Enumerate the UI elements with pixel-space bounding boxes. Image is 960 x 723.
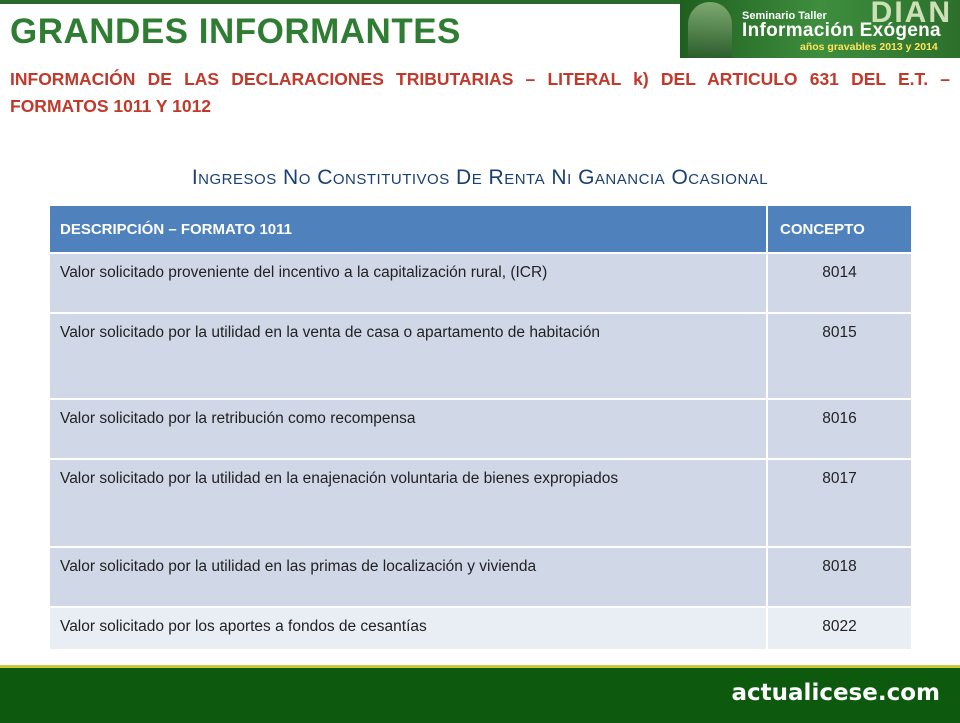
header-description: DESCRIPCIÓN – FORMATO 1011 [50,206,767,253]
row-description: Valor solicitado por la utilidad en la enajenación voluntaria de bienes expropiados [50,459,767,547]
table-row [50,459,911,547]
table-row [50,313,911,399]
table-header-row [50,206,911,253]
section-title: Ingresos No Constitutivos De Renta Ni Ganancia Ocasional [191,166,769,189]
banner-seminar-label: Seminario Taller [742,10,827,22]
banner-event-title: Información Exógena [742,20,941,41]
row-description: Valor solicitado por la utilidad en la venta de casa o apartamento de habitación [50,313,767,399]
row-code: 8015 [767,313,911,399]
header-concept: CONCEPTO [767,206,911,253]
row-description: Valor solicitado por los aportes a fondos de cesantías [50,607,767,649]
row-code: 8016 [767,399,911,459]
banner-photo [688,2,732,58]
table-row [50,399,911,459]
row-code: 8022 [767,607,911,649]
page-subtitle: INFORMACIÓN DE LAS DECLARACIONES TRIBUTARIAS – LITERAL k) DEL ARTICULO 631 DEL E.T. – FORMATOS 1011 Y 1012 [10,69,950,116]
table-row [50,607,911,649]
footer-bar [0,665,960,723]
row-description: Valor solicitado por la retribución como recompensa [50,399,767,459]
page-title: GRANDES INFORMANTES [10,12,461,51]
concepts-table [50,206,911,649]
row-code: 8018 [767,547,911,607]
event-banner [680,0,960,58]
row-description: Valor solicitado proveniente del incentivo a la capitalización rural, (ICR) [50,253,767,313]
table-row [50,547,911,607]
row-description: Valor solicitado por la utilidad en las primas de localización y vivienda [50,547,767,607]
banner-years: años gravables 2013 y 2014 [800,41,938,53]
dian-logo: DIAN [870,0,952,29]
row-code: 8017 [767,459,911,547]
table-row [50,253,911,313]
row-code: 8014 [767,253,911,313]
footer-brand: actualicese.com [731,680,940,706]
